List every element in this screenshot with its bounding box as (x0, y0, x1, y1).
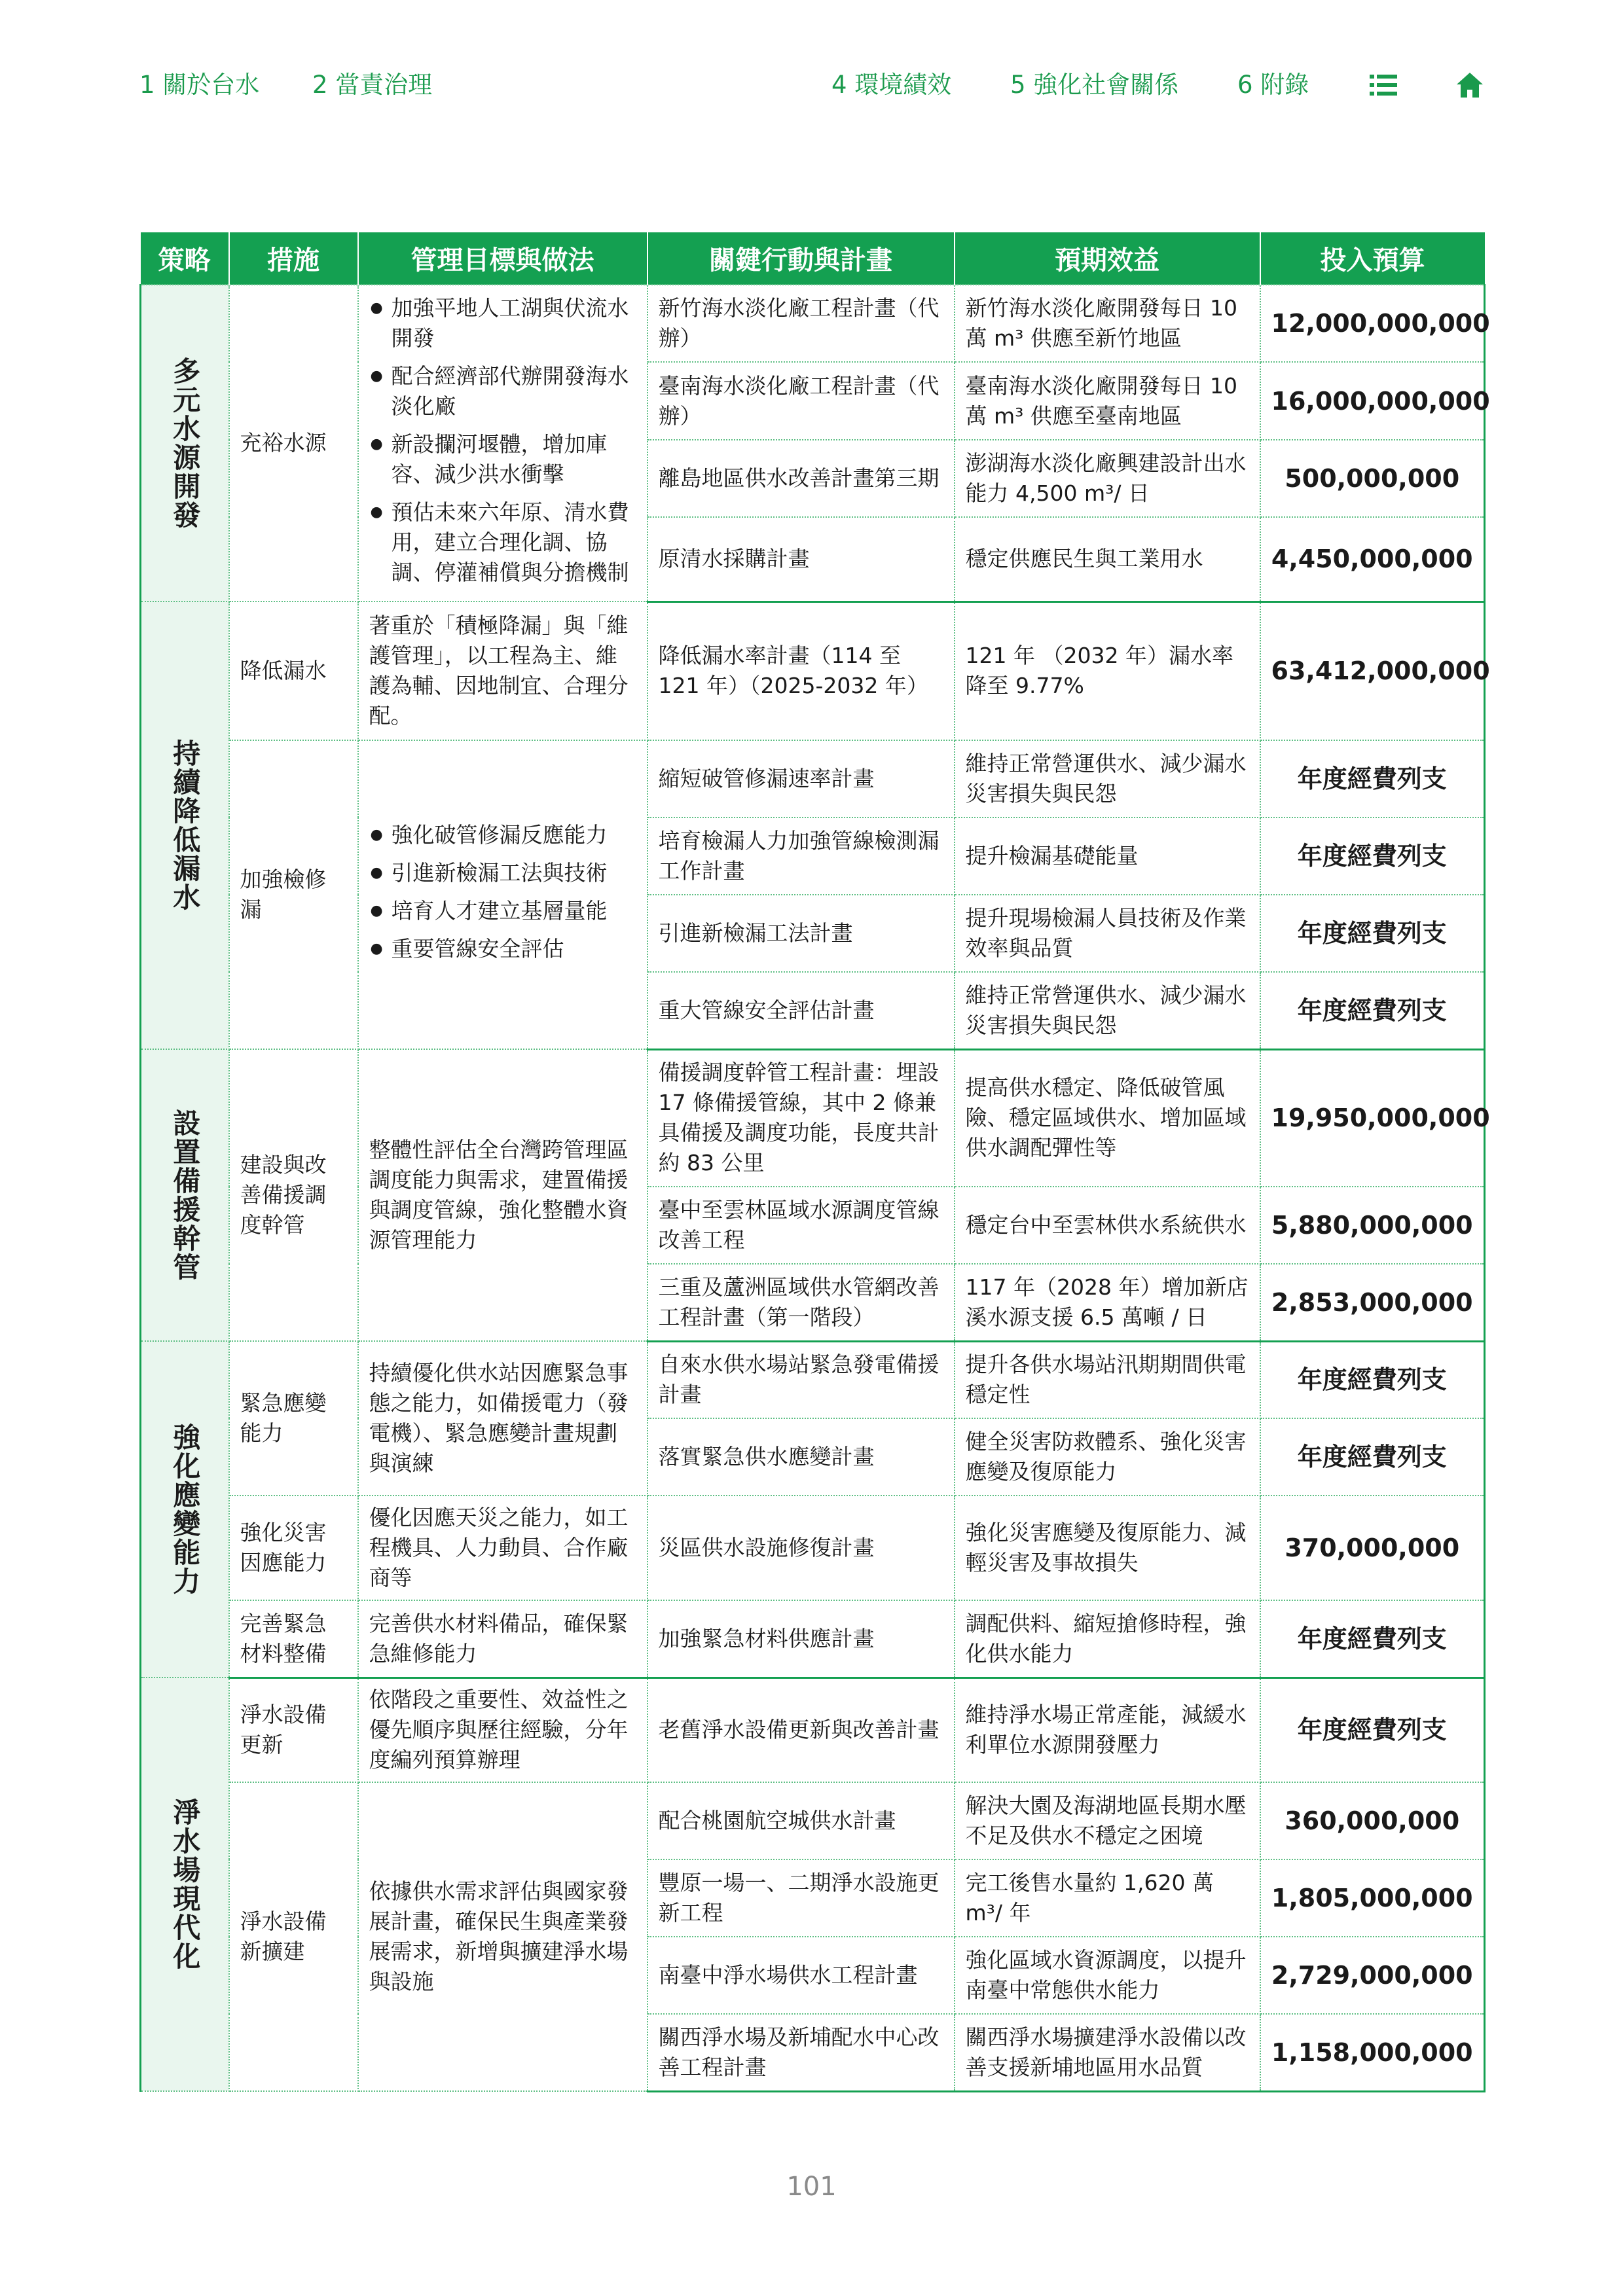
header-goal: 管理目標與做法 (358, 232, 647, 285)
goal-cell: 依階段之重要性、效益性之優先順序與歷往經驗，分年度編列預算辦理 (358, 1677, 647, 1782)
budget-cell: 370,000,000 (1260, 1496, 1485, 1600)
action-cell: 臺中至雲林區域水源調度管線改善工程 (647, 1187, 955, 1264)
goal-list-item: ● 新設攔河堰體，增加庫容、減少洪水衝擊 (369, 429, 636, 490)
goal-list-item: ● 培育人才建立基層量能 (369, 896, 636, 926)
measure-cell: 緊急應變能力 (229, 1341, 358, 1496)
benefit-cell: 提升現場檢漏人員技術及作業效率與品質 (955, 895, 1260, 972)
measure-cell: 充裕水源 (229, 285, 358, 601)
action-cell: 三重及蘆洲區域供水管網改善工程計畫（第一階段） (647, 1264, 955, 1341)
benefit-cell: 提升檢漏基礎能量 (955, 817, 1260, 895)
benefit-cell: 穩定供應民生與工業用水 (955, 517, 1260, 601)
goal-cell (358, 740, 647, 1049)
action-cell: 豐原一場一、二期淨水設施更新工程 (647, 1859, 955, 1937)
goal-cell: 著重於「積極降漏」與「維護管理」，以工程為主、維護為輔、因地制宜、合理分配。 (358, 601, 647, 740)
benefit-cell: 提高供水穩定、降低破管風險、穩定區域供水、增加區域供水調配彈性等 (955, 1049, 1260, 1187)
budget-cell: 5,880,000,000 (1260, 1187, 1485, 1264)
table-row (141, 1677, 1485, 1782)
action-cell: 自來水供水場站緊急發電備援計畫 (647, 1341, 955, 1418)
page-number: 101 (786, 2172, 837, 2202)
action-cell: 培育檢漏人力加強管線檢測漏工作計畫 (647, 817, 955, 895)
budget-cell: 500,000,000 (1260, 440, 1485, 517)
benefit-cell: 完工後售水量約 1,620 萬 m³/ 年 (955, 1859, 1260, 1937)
action-cell: 關西淨水場及新埔配水中心改善工程計畫 (647, 2014, 955, 2091)
strategy-cell: 淨水場現代化 (141, 1677, 229, 2091)
measure-cell: 降低漏水 (229, 601, 358, 740)
budget-cell: 年度經費列支 (1260, 1677, 1485, 1782)
benefit-cell: 澎湖海水淡化廠興建設計出水能力 4,500 m³/ 日 (955, 440, 1260, 517)
benefit-cell: 維持正常營運供水、減少漏水災害損失與民怨 (955, 972, 1260, 1049)
benefit-cell: 提升各供水場站汛期期間供電穩定性 (955, 1341, 1260, 1418)
goal-list (369, 293, 636, 588)
table-row (141, 1782, 1485, 1859)
benefit-cell: 維持正常營運供水、減少漏水災害損失與民怨 (955, 740, 1260, 817)
action-cell: 降低漏水率計畫（114 至 121 年）（2025-2032 年） (647, 601, 955, 740)
measure-cell: 加強檢修漏 (229, 740, 358, 1049)
budget-cell: 年度經費列支 (1260, 1341, 1485, 1418)
action-cell: 重大管線安全評估計畫 (647, 972, 955, 1049)
table-row (141, 1341, 1485, 1418)
action-cell: 南臺中淨水場供水工程計畫 (647, 1937, 955, 2014)
measure-cell: 淨水設備新擴建 (229, 1782, 358, 2091)
action-cell: 老舊淨水設備更新與改善計畫 (647, 1677, 955, 1782)
table-row (141, 1496, 1485, 1600)
action-cell: 引進新檢漏工法計畫 (647, 895, 955, 972)
action-cell: 加強緊急材料供應計畫 (647, 1600, 955, 1677)
header-action: 關鍵行動與計畫 (647, 232, 955, 285)
budget-cell: 19,950,000,000 (1260, 1049, 1485, 1187)
header-benefit: 預期效益 (955, 232, 1260, 285)
budget-cell: 年度經費列支 (1260, 1418, 1485, 1496)
strategy-cell: 強化應變能力 (141, 1341, 229, 1677)
benefit-cell: 臺南海水淡化廠開發每日 10 萬 m³ 供應至臺南地區 (955, 362, 1260, 439)
action-cell: 原清水採購計畫 (647, 517, 955, 601)
benefit-cell: 關西淨水場擴建淨水設備以改善支援新埔地區用水品質 (955, 2014, 1260, 2091)
goal-list (369, 820, 636, 964)
budget-cell: 1,805,000,000 (1260, 1859, 1485, 1937)
goal-list-item: ● 引進新檢漏工法與技術 (369, 858, 636, 888)
action-cell: 臺南海水淡化廠工程計畫（代辦） (647, 362, 955, 439)
budget-cell: 12,000,000,000 (1260, 285, 1485, 362)
goal-cell (358, 285, 647, 601)
table-row (141, 740, 1485, 817)
action-cell: 離島地區供水改善計畫第三期 (647, 440, 955, 517)
budget-cell: 2,729,000,000 (1260, 1937, 1485, 2014)
budget-cell: 2,853,000,000 (1260, 1264, 1485, 1341)
budget-cell: 63,412,000,000 (1260, 601, 1485, 740)
list-icon[interactable] (1370, 72, 1397, 98)
benefit-cell: 117 年（2028 年）增加新店溪水源支援 6.5 萬噸 / 日 (955, 1264, 1260, 1341)
budget-cell: 4,450,000,000 (1260, 517, 1485, 601)
nav-link-appendix[interactable]: 6 附錄 (1237, 71, 1309, 99)
action-cell: 災區供水設施修復計畫 (647, 1496, 955, 1600)
action-cell: 備援調度幹管工程計畫：埋設 17 條備援管線，其中 2 條兼具備援及調度功能，長度共計約 83 公里 (647, 1049, 955, 1187)
budget-cell: 1,158,000,000 (1260, 2014, 1485, 2091)
strategy-cell: 持續降低漏水 (141, 601, 229, 1049)
benefit-cell: 強化區域水資源調度，以提升南臺中常態供水能力 (955, 1937, 1260, 2014)
measure-cell: 強化災害因應能力 (229, 1496, 358, 1600)
nav-link-social[interactable]: 5 強化社會關係 (1010, 71, 1179, 99)
benefit-cell: 調配供料、縮短搶修時程，強化供水能力 (955, 1600, 1260, 1677)
benefit-cell: 新竹海水淡化廠開發每日 10 萬 m³ 供應至新竹地區 (955, 285, 1260, 362)
budget-cell: 年度經費列支 (1260, 972, 1485, 1049)
header-strategy: 策略 (141, 232, 229, 285)
table-row (141, 285, 1485, 362)
benefit-cell: 維持淨水場正常產能，減緩水利單位水源開發壓力 (955, 1677, 1260, 1782)
budget-cell: 年度經費列支 (1260, 817, 1485, 895)
table-row (141, 1600, 1485, 1677)
nav-link-governance[interactable]: 2 當責治理 (312, 71, 433, 99)
goal-list-item: ● 配合經濟部代辦開發海水淡化廠 (369, 361, 636, 422)
budget-cell: 年度經費列支 (1260, 1600, 1485, 1677)
benefit-cell: 121 年 （2032 年）漏水率降至 9.77% (955, 601, 1260, 740)
benefit-cell: 強化災害應變及復原能力、減輕災害及事故損失 (955, 1496, 1260, 1600)
goal-cell: 持續優化供水站因應緊急事態之能力，如備援電力（發電機）、緊急應變計畫規劃與演練 (358, 1341, 647, 1496)
budget-cell: 16,000,000,000 (1260, 362, 1485, 439)
nav-link-environment[interactable]: 4 環境績效 (831, 71, 952, 99)
budget-cell: 年度經費列支 (1260, 740, 1485, 817)
goal-list-item: ● 加強平地人工湖與伏流水開發 (369, 293, 636, 353)
goal-cell: 完善供水材料備品，確保緊急維修能力 (358, 1600, 647, 1677)
table-header-row (141, 232, 1485, 285)
table-row (141, 1049, 1485, 1187)
nav-link-about[interactable]: 1 關於台水 (139, 71, 260, 99)
measure-cell: 淨水設備更新 (229, 1677, 358, 1782)
measure-cell: 建設與改善備援調度幹管 (229, 1049, 358, 1341)
budget-cell: 360,000,000 (1260, 1782, 1485, 1859)
benefit-cell: 穩定台中至雲林供水系統供水 (955, 1187, 1260, 1264)
home-icon[interactable] (1456, 72, 1484, 98)
goal-list-item: ● 預估未來六年原、清水費用，建立合理化調、協調、停灌補償與分擔機制 (369, 497, 636, 588)
benefit-cell: 健全災害防救體系、強化災害應變及復原能力 (955, 1418, 1260, 1496)
measure-cell: 完善緊急材料整備 (229, 1600, 358, 1677)
table-row (141, 601, 1485, 740)
goal-cell: 優化因應天災之能力，如工程機具、人力動員、合作廠商等 (358, 1496, 647, 1600)
goal-cell: 依據供水需求評估與國家發展計畫，確保民生與產業發展需求，新增與擴建淨水場與設施 (358, 1782, 647, 2091)
goal-list-item: ● 重要管線安全評估 (369, 934, 636, 964)
action-cell: 新竹海水淡化廠工程計畫（代辦） (647, 285, 955, 362)
water-strategy-table (139, 232, 1490, 2092)
action-cell: 落實緊急供水應變計畫 (647, 1418, 955, 1496)
action-cell: 配合桃園航空城供水計畫 (647, 1782, 955, 1859)
benefit-cell: 解決大園及海湖地區長期水壓不足及供水不穩定之困境 (955, 1782, 1260, 1859)
goal-list-item: ● 強化破管修漏反應能力 (369, 820, 636, 850)
header-measure: 措施 (229, 232, 358, 285)
header-budget: 投入預算 (1260, 232, 1485, 285)
goal-cell: 整體性評估全台灣跨管理區調度能力與需求，建置備援與調度管線，強化整體水資源管理能力 (358, 1049, 647, 1341)
budget-cell: 年度經費列支 (1260, 895, 1485, 972)
strategy-cell: 設置備援幹管 (141, 1049, 229, 1341)
action-cell: 縮短破管修漏速率計畫 (647, 740, 955, 817)
strategy-cell: 多元水源開發 (141, 285, 229, 601)
top-navigation (0, 64, 1623, 106)
